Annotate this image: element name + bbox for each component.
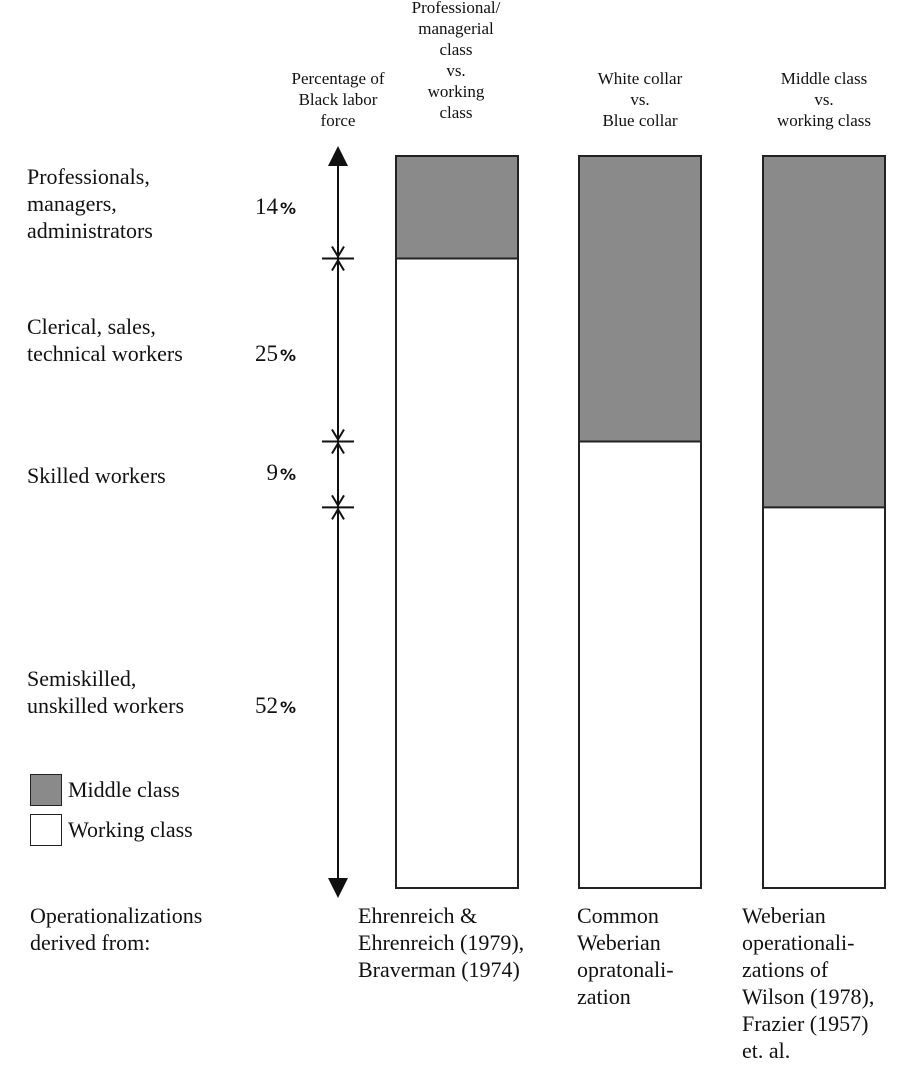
category-label-semiskilled: Semiskilled, unskilled workers (27, 666, 185, 718)
percent-sign: % (279, 346, 296, 365)
bar-3-working-class-segment (763, 507, 885, 888)
bar-1-middle-class-segment (396, 156, 518, 258)
percent-sign: % (279, 698, 296, 717)
source-caption: Operationalizations derived from: (30, 903, 203, 955)
legend-item-middle-class (30, 774, 180, 806)
bar-1-header: Professional/ managerial class vs. working class (411, 0, 501, 122)
bar-1-source: Ehrenreich & Ehrenreich (1979), Braverman (1974) (358, 903, 525, 982)
legend-label-middle-class: Middle class (68, 777, 180, 802)
category-label-professionals: Professionals, managers, administrators (27, 164, 153, 243)
legend-swatch-middle-class (30, 774, 62, 806)
bar-2-header: White collar vs. Blue collar (597, 69, 683, 130)
bar-1-working-class-segment (396, 258, 518, 888)
percent-sign: % (279, 199, 296, 218)
bar-3-header: Middle class vs. working class (777, 69, 871, 130)
percent-column-header: Percentage of Black labor force (291, 69, 385, 130)
percent-number: 25 (254, 341, 278, 366)
category-label-clerical: Clerical, sales, technical workers (27, 314, 183, 366)
percent-number: 52 (254, 693, 278, 718)
legend-swatch-working-class (30, 814, 62, 846)
bar-3-source: Weberian operationali- zations of Wilson (1978), Frazier (1957) et. al. (742, 903, 875, 1063)
category-label-skilled: Skilled workers (27, 463, 166, 488)
percent-number: 9 (266, 460, 278, 485)
bar-3-middle-class-segment (763, 156, 885, 507)
percent-number: 14 (254, 194, 278, 219)
percent-sign: % (279, 465, 296, 484)
legend-item-working-class (30, 814, 193, 846)
legend-label-working-class: Working class (68, 817, 193, 842)
bar-2-middle-class-segment (579, 156, 701, 441)
bar-2-working-class-segment (579, 441, 701, 888)
bar-2-source: Common Weberian opratonali- zation (577, 903, 674, 1009)
